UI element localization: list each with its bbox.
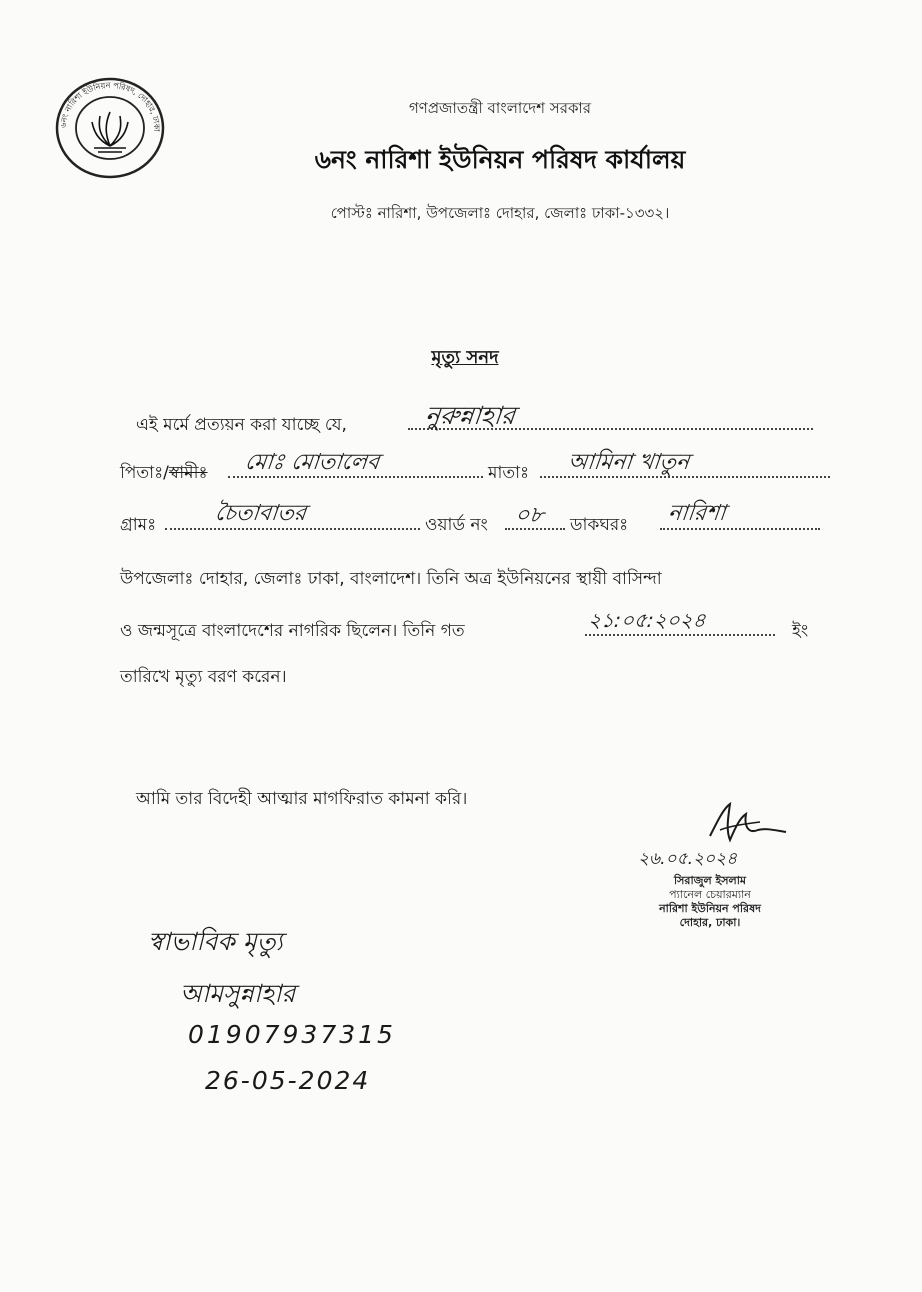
father-name: মোঃ মোতালেব bbox=[243, 450, 381, 475]
era-suffix: ইং bbox=[792, 621, 809, 641]
post-office-name: নারিশা bbox=[666, 501, 727, 526]
mother-name: আমিনা খাতুন bbox=[566, 450, 691, 475]
prayer-sentence: আমি তার বিদেহী আত্মার মাগফিরাত কামনা করি। bbox=[136, 789, 468, 809]
village-label: গ্রামঃ bbox=[120, 515, 157, 535]
post-office-label: ডাকঘরঃ bbox=[570, 515, 629, 535]
signature-scribble bbox=[700, 800, 790, 850]
father-label-text: পিতাঃ/ bbox=[120, 463, 169, 483]
death-date: ২১:০৫:২০২৪ bbox=[587, 608, 707, 632]
government-name: গণপ্রজাতন্ত্রী বাংলাদেশ সরকার bbox=[408, 99, 592, 117]
husband-label-struck: স্বামীঃ bbox=[168, 463, 208, 483]
address-sentence: উপজেলাঃ দোহার, জেলাঃ ঢাকা, বাংলাদেশ। তিনি অত্র ইউনিয়নের স্থায়ী বাসিন্দা bbox=[120, 569, 662, 589]
deceased-name: নুরুন্নাহার bbox=[423, 401, 517, 430]
village-name: চৈতাবাতর bbox=[213, 501, 308, 526]
death-sentence: তারিখে মৃত্যু বরণ করেন। bbox=[120, 667, 287, 687]
certify-label: এই মর্মে প্রত্যয়ন করা যাচ্ছে যে, bbox=[136, 415, 347, 435]
ward-label: ওয়ার্ড নং bbox=[425, 515, 488, 535]
handwritten-date: 26-05-2024 bbox=[205, 1066, 371, 1095]
handwritten-phone: 01907937315 bbox=[188, 1020, 396, 1049]
ward-number: ০৮ bbox=[513, 503, 546, 528]
seal-text: ৬নং নারিশা ইউনিয়ন পরিষদ, দোহার, ঢাকা bbox=[58, 80, 162, 132]
office-name: ৬নং নারিশা ইউনিয়ন পরিষদ কার্যালয় bbox=[314, 145, 686, 174]
certificate-title: মৃত্যু সনদ bbox=[431, 347, 499, 368]
office-address: পোস্টঃ নারিশা, উপজেলাঃ দোহার, জেলাঃ ঢাকা-১৩৩২। bbox=[330, 204, 670, 222]
handwritten-cause: স্বাভাবিক মৃত্যু bbox=[148, 927, 283, 956]
signatory-union: নারিশা ইউনিয়ন পরিষদ bbox=[659, 902, 761, 915]
citizenship-sentence: ও জন্মসূত্রে বাংলাদেশের নাগরিক ছিলেন। তিনি গত bbox=[120, 621, 465, 641]
mother-label: মাতাঃ bbox=[488, 463, 530, 483]
signatory-location: দোহার, ঢাকা। bbox=[679, 916, 741, 929]
signatory-designation: প্যানেল চেয়ারম্যান bbox=[669, 888, 751, 901]
signatory-name: সিরাজুল ইসলাম bbox=[673, 874, 746, 887]
svg-text:৬নং নারিশা ইউনিয়ন পরিষদ, দোহা bbox=[59, 81, 161, 132]
signature-date: ২৬.০৫.২০২৪ bbox=[638, 849, 738, 869]
handwritten-informant: আমসুন্নাহার bbox=[180, 979, 296, 1008]
father-label bbox=[120, 460, 208, 488]
